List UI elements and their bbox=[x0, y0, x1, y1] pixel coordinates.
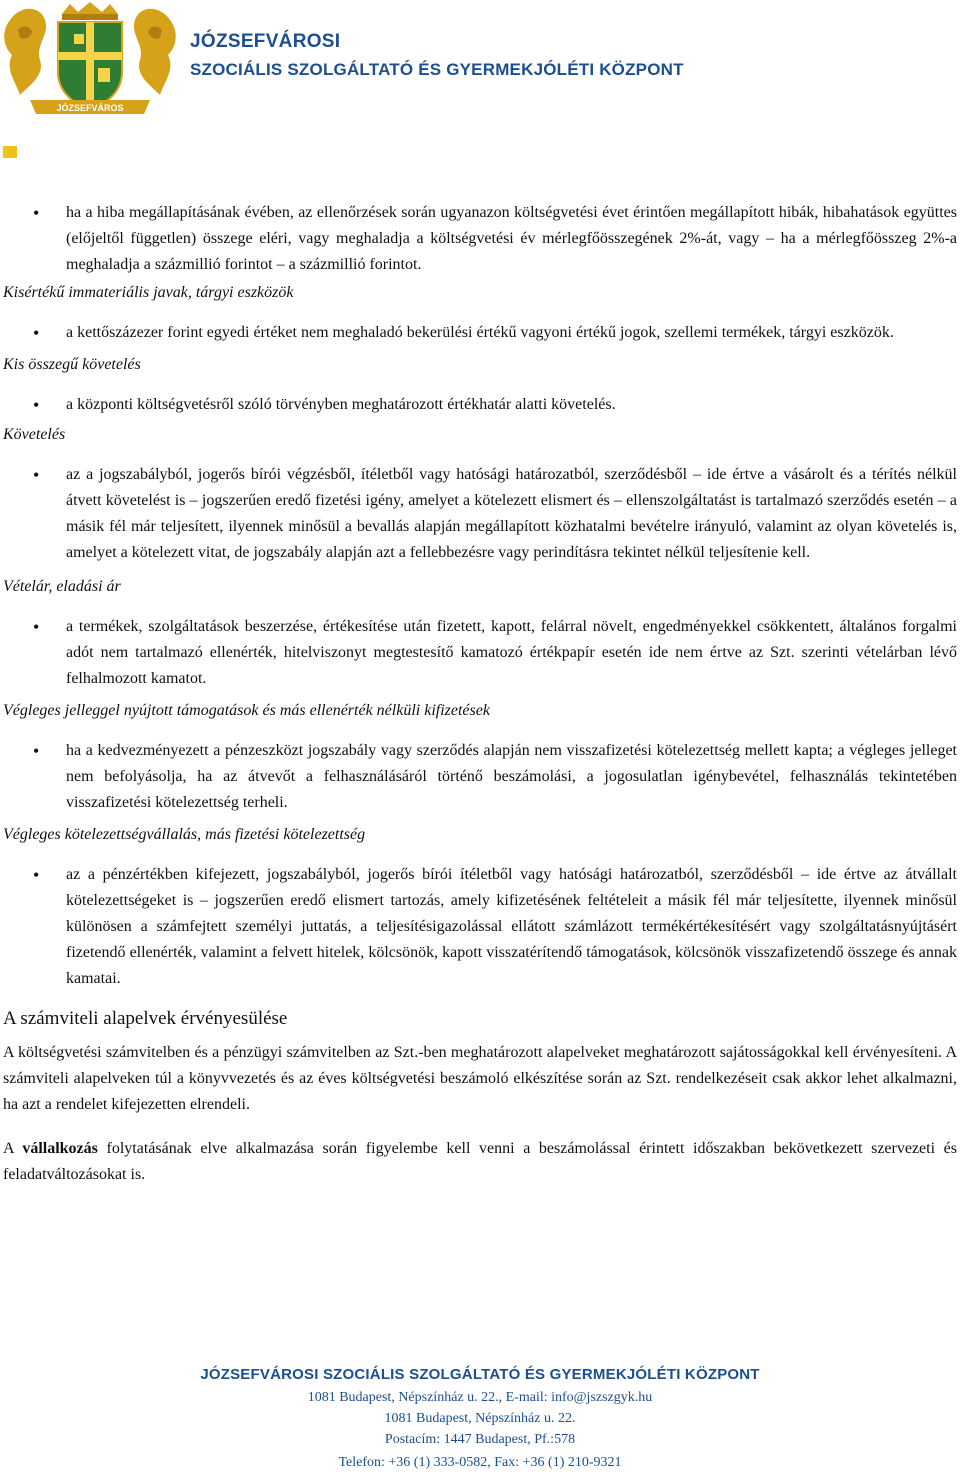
section-heading: A számviteli alapelvek érvényesülése bbox=[3, 1008, 288, 1029]
page-footer bbox=[0, 1360, 960, 1477]
list-item: • a kettőszázezer forint egyedi értéket nem meghaladó bekerülési értékű vagyoni értékű jogok, szellemi termékek, tárgyi eszközök. bbox=[3, 320, 957, 346]
paragraph-text: A bbox=[3, 1140, 23, 1157]
org-name-line2: SZOCIÁLIS SZOLGÁLTATÓ ÉS GYERMEKJÓLÉTI KÖZPONT bbox=[190, 60, 684, 79]
term-heading: Végleges jelleggel nyújtott támogatások és más ellenérték nélküli kifizetések bbox=[3, 702, 490, 719]
list-item: • a termékek, szolgáltatások beszerzése, értékesítése után fizetett, kapott, felárral növelt, engedményekkel csökkentett, általános forgalmi adót nem tartalmazó ellenérték, hitelviszonyt megtestesítő kamatozó értékpapír esetén ide nem értve az Szt. szerinti vételárban lévő felhalmozott kamatot. bbox=[3, 614, 957, 692]
coat-of-arms-logo bbox=[0, 0, 180, 120]
org-name-line1: JÓZSEFVÁROSI bbox=[190, 31, 341, 52]
footer-address-email: 1081 Budapest, Népszínház u. 22., E-mail: info@jszszgyk.hu bbox=[307, 1390, 653, 1405]
term-heading: Végleges kötelezettségvállalás, más fizetési kötelezettség bbox=[3, 826, 366, 843]
list-item: • az a jogszabályból, jogerős bírói végzésből, ítéletből vagy hatósági határozatból, szerződésből – ide értve a vásárolt és a térítés nélkül átvett követelést is – jogszerűen eredő fizetési igény, amelyet a kötelezett elismert és – ellenszolgáltatást is tartalmazó szerződés esetén – a másik fél már teljesített, ilyennek minősül a bevallás alapján megállapított közhatalmi bevételre irányuló, valamint az olyan követelés is, amelyet a kötelezett vitat, de jogszabály alapján azt a fellebbezésre vagy perindításra tekintet nélkül teljesítenie kell. bbox=[3, 462, 957, 566]
footer-postal: Postacím: 1447 Budapest, Pf.:578 bbox=[384, 1432, 576, 1447]
accent-square bbox=[3, 146, 17, 158]
term-heading: Kis összegű követelés bbox=[3, 356, 141, 373]
page-header bbox=[0, 0, 960, 160]
list-item: • ha a kedvezményezett a pénzeszközt jogszabály vagy szerződés alapján nem visszafizetési kötelezettség mellett kapta; a végleges jelleget nem befolyásolja, ha az átvevőt a felhasználásáról történő beszámolási, a jogosulatlan igénybevétel, felhasználás tekintetében visszafizetési kötelezettség terheli. bbox=[3, 738, 957, 816]
bold-term: vállalkozás bbox=[22, 1140, 98, 1157]
list-item: • ha a hiba megállapításának évében, az ellenőrzések során ugyanazon költségvetési évet érintően megállapított hibák, hibahatások együttes (előjeltől független) összege eléri, vagy meghaladja a költségvetési év mérlegfőösszegének 2%-át, vagy – ha a mérlegfőösszeg 2%-a meghaladja a százmillió forintot – a százmillió forintot. bbox=[3, 200, 957, 278]
svg-text:JÓZSEFVÁROS: JÓZSEFVÁROS bbox=[56, 103, 124, 113]
paragraph-text: folytatásának elve alkalmazása során figyelembe kell venni a beszámolással érintett időszakban bekövetkezett szervezeti és feladatváltozásokat is. bbox=[3, 1140, 958, 1183]
list-item: • az a pénzértékben kifejezett, jogszabályból, jogerős bírói ítéletből vagy hatósági határozatból, szerződésből – ide értve az átvállalt kötelezettségeket is – jogszerűen eredő elismert tartozás, amely kifizetésének feltételeit a másik fél már teljesítette, ilyennek minősül különösen a számfejtett személyi juttatás, a teljesítésigazolással ellátott számlázott termékértékesítésért vagy szolgáltatásnyújtásért fizetendő ellenérték, valamint a felvett hitelek, kölcsönök, kapott visszatérítendő támogatások, kölcsönök visszafizetendő összege és annak kamatai. bbox=[3, 862, 957, 992]
paragraph bbox=[3, 1136, 957, 1188]
document-body bbox=[3, 200, 957, 1206]
term-heading: Kisértékű immateriális javak, tárgyi eszközök bbox=[3, 284, 294, 301]
footer-address: 1081 Budapest, Népszínház u. 22. bbox=[384, 1411, 576, 1426]
term-heading: Követelés bbox=[3, 426, 66, 443]
list-item: • a központi költségvetésről szóló törvényben meghatározott értékhatár alatti követelés. bbox=[3, 392, 957, 418]
footer-phone: Telefon: +36 (1) 333-0582, Fax: +36 (1) 210-9321 bbox=[338, 1455, 622, 1470]
term-heading: Vételár, eladási ár bbox=[3, 578, 121, 595]
paragraph: A költségvetési számvitelben és a pénzügyi számvitelben az Szt.-ben meghatározott alapelveket meghatározott sajátosságokkal kell érvényesíteni. A számviteli alapelveken túl a könyvvezetés és az éves költségvetési beszámoló elkészítése során az Szt. rendelkezéseit csak akkor lehet alkalmazni, ha azt a rendelet kifejezetten elrendeli. bbox=[3, 1044, 957, 1113]
footer-org-name: JÓZSEFVÁROSI SZOCIÁLIS SZOLGÁLTATÓ ÉS GYERMEKJÓLÉTI KÖZPONT bbox=[200, 1366, 760, 1383]
